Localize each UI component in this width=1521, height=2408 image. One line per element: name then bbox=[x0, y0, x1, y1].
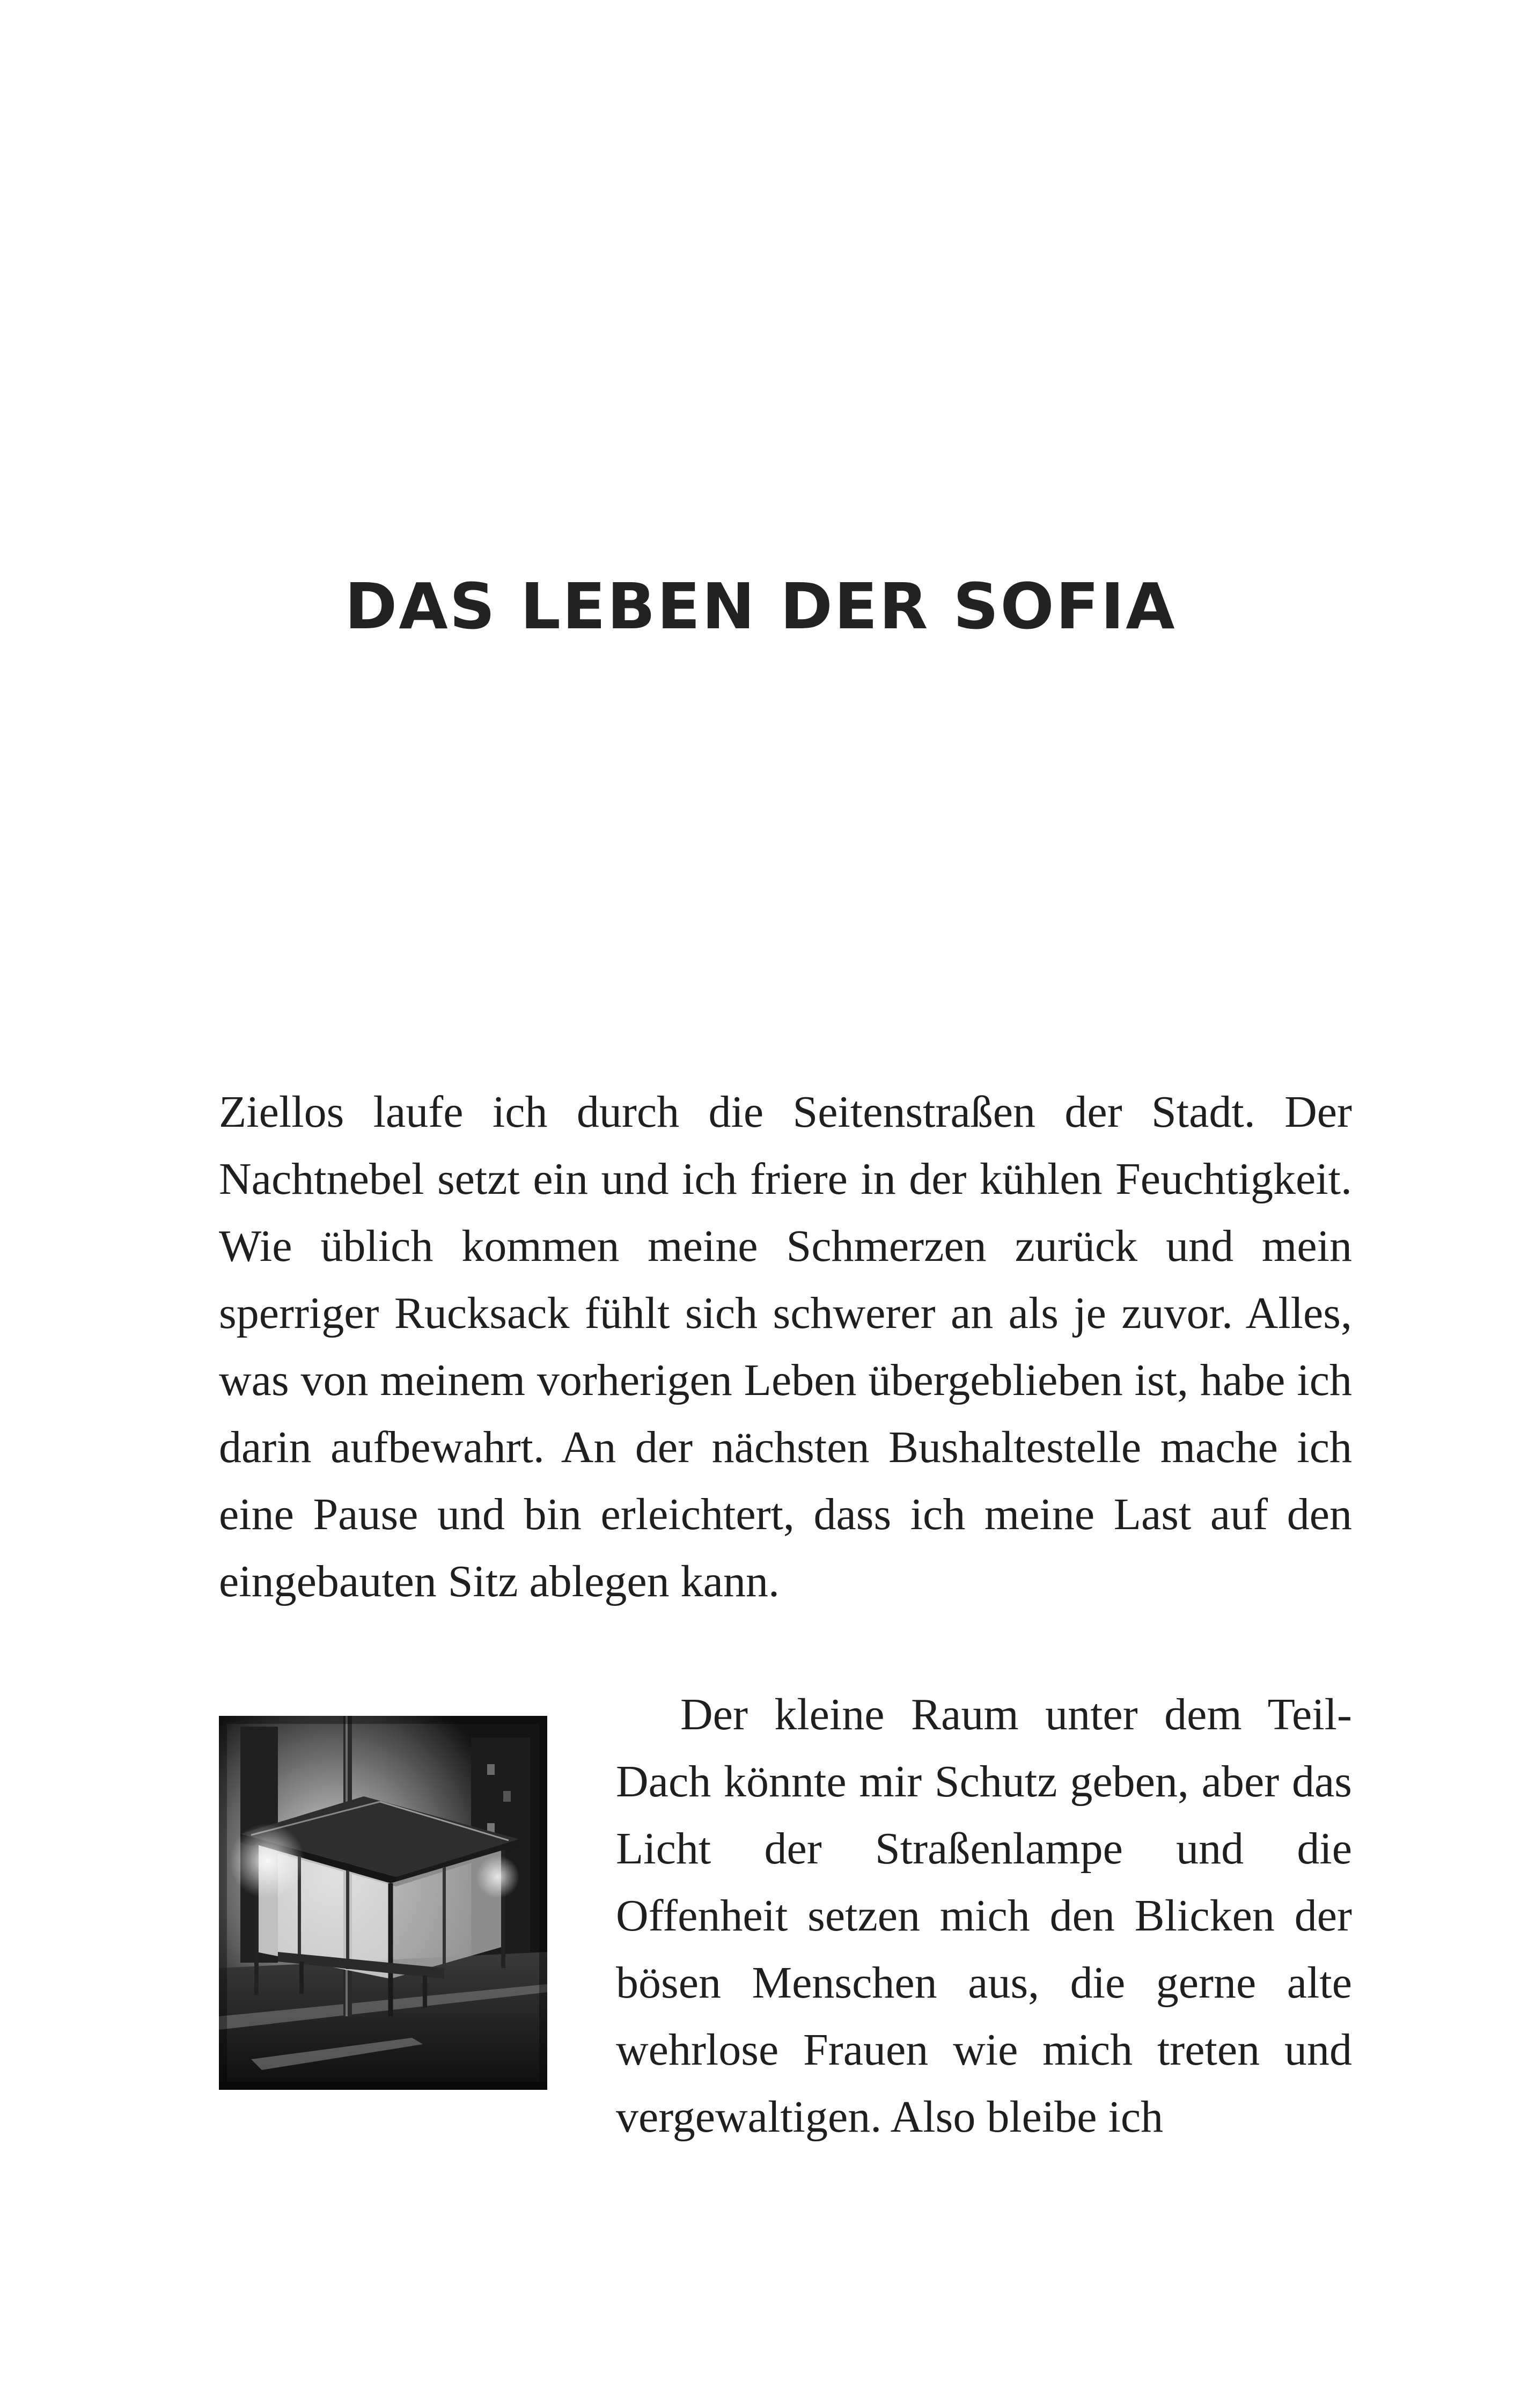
bus-stop-drawing bbox=[219, 1716, 547, 2090]
body-paragraph-2: Der kleine Raum unter dem Teil-Dach könnte mir Schutz geben, aber das Licht der Straßenlampe und die Offenheit setzen mich den Blicken der bösen Menschen aus, die gerne alte wehrlose Frauen wie mich treten und vergewaltigen. Also bleibe ich bbox=[616, 1690, 1352, 2142]
bus-stop-illustration bbox=[219, 1716, 547, 2090]
chapter-title: DAS LEBEN DER SOFIA bbox=[344, 569, 1177, 643]
body-paragraph-1: Ziellos laufe ich durch die Seitenstraßen der Stadt. Der Nachtnebel setzt ein und ich friere in der kühlen Feuchtigkeit. Wie üblich kommen meine Schmerzen zurück und mein sperriger Rucksack fühlt sich schwerer an als je zuvor. Alles, was von meinem vorherigen Leben übergeblieben ist, habe ich darin aufbewahrt. An der nächsten Bushaltestelle mache ich eine Pause und bin erleichtert, dass ich meine Last auf den eingebauten Sitz ablegen kann. bbox=[219, 1087, 1352, 1606]
